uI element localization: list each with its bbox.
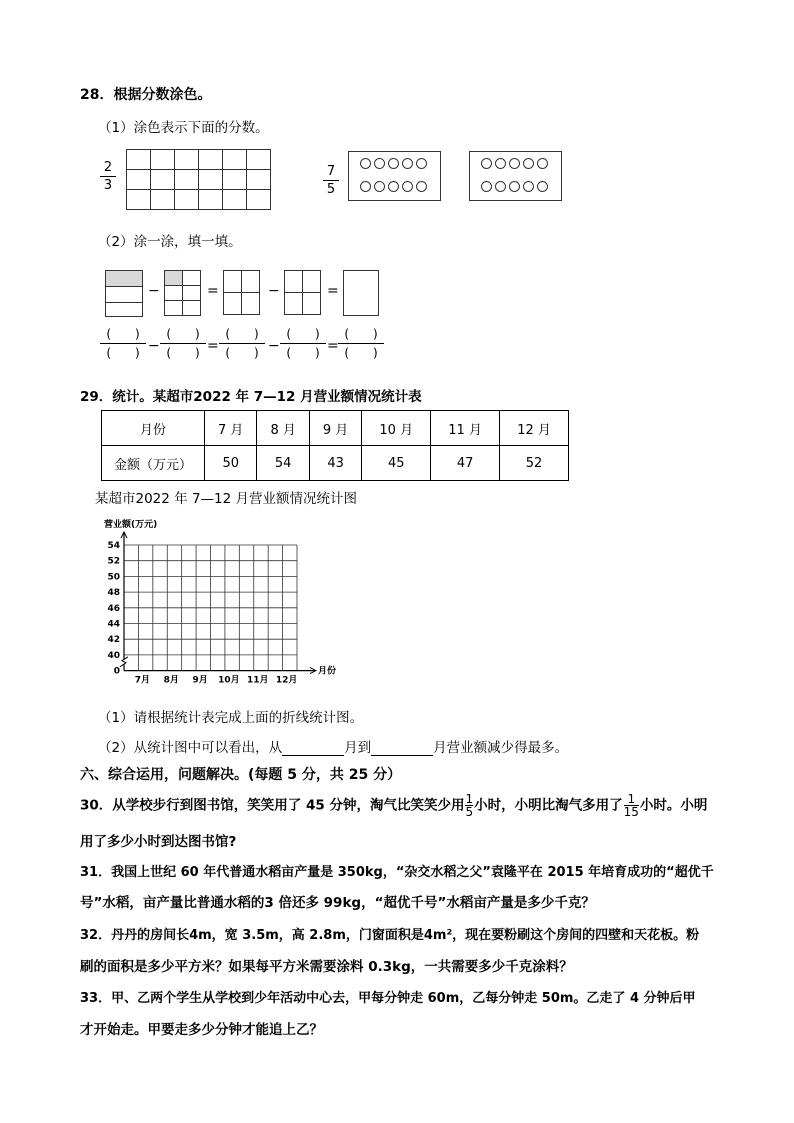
q29-sub2: （2）从统计图中可以看出，从 月到 月营业额减少得最多。	[98, 740, 569, 756]
op-equals-1: =	[207, 283, 219, 299]
x-tick-label: 9月	[192, 675, 208, 686]
circle-2-5[interactable]	[537, 158, 548, 169]
row-header-month: 月份	[102, 411, 205, 446]
circle-2-6[interactable]	[481, 181, 492, 192]
fraction-2-3: 2 3	[100, 160, 116, 193]
circle-2-1[interactable]	[481, 158, 492, 169]
circle-1-2[interactable]	[374, 158, 385, 169]
y-tick-label: 0	[113, 666, 120, 677]
month-cell: 10 月	[362, 411, 431, 446]
month-cell: 9 月	[309, 411, 361, 446]
row-header-amount: 金额（万元）	[102, 446, 205, 481]
section6-title: 六、综合运用，问题解决。(每题 5 分，共 25 分）	[80, 767, 402, 783]
q30-line1: 30．从学校步行到图书馆，笑笑用了 45 分钟，淘气比笑笑少用 $\frac{1}{5}$ 小时，小明比淘气多用了 $\frac{1}{15}$ 小时。小明	[80, 792, 708, 819]
op-minus-3: −	[148, 338, 160, 354]
amount-cell: 50	[205, 446, 257, 481]
table-row	[102, 411, 569, 446]
shape-1-rect[interactable]	[105, 270, 143, 317]
shape-3-grid[interactable]	[223, 270, 260, 315]
y-tick-label: 50	[107, 572, 120, 583]
amount-cell: 43	[309, 446, 361, 481]
op-equals-2: =	[327, 283, 339, 299]
x-axis-label: 月份	[318, 666, 337, 677]
month-cell: 7 月	[205, 411, 257, 446]
x-tick-label: 7月	[134, 675, 151, 686]
shape-2-grid[interactable]	[164, 270, 201, 316]
sales-table	[101, 410, 569, 481]
blank-frac-3[interactable]: ( ) ( )	[219, 327, 265, 360]
circle-2-4[interactable]	[523, 158, 534, 169]
circle-2-9[interactable]	[523, 181, 534, 192]
y-tick-label: 44	[107, 619, 120, 630]
circle-1-7[interactable]	[374, 181, 385, 192]
month-cell: 12 月	[500, 411, 569, 446]
x-tick-label: 11月	[246, 675, 269, 686]
line-chart[interactable]	[100, 515, 350, 690]
circle-1-1[interactable]	[360, 158, 371, 169]
amount-cell: 47	[431, 446, 500, 481]
circle-2-3[interactable]	[509, 158, 520, 169]
grid-6x3[interactable]	[126, 149, 271, 210]
answer-blank-1[interactable]	[282, 741, 344, 756]
circle-2-8[interactable]	[509, 181, 520, 192]
blank-frac-4[interactable]: ( ) ( )	[280, 327, 326, 360]
chart-title: 某超市2022 年 7—12 月营业额情况统计图	[95, 491, 357, 507]
circle-1-4[interactable]	[402, 158, 413, 169]
fraction-7-5: 7 5	[323, 164, 339, 197]
y-tick-label: 42	[107, 635, 120, 646]
blank-frac-1[interactable]: ( ) ( )	[100, 327, 146, 360]
q28-sub2: （2）涂一涂，填一填。	[98, 234, 242, 250]
circle-2-2[interactable]	[495, 158, 506, 169]
circle-1-8[interactable]	[388, 181, 399, 192]
y-tick-label: 54	[107, 541, 120, 551]
q31-line2: 号”水稻，亩产量比普通水稻的3 倍还多 99kg，“超优千号”水稻亩产量是多少千克？	[80, 895, 595, 911]
q28-sub1: （1）涂色表示下面的分数。	[98, 120, 269, 136]
q29-title: 29．统计。某超市2022 年 7—12 月营业额情况统计表	[80, 389, 422, 405]
blank-frac-5[interactable]: ( ) ( )	[338, 327, 384, 360]
amount-cell: 52	[500, 446, 569, 481]
answer-blank-2[interactable]	[371, 741, 433, 756]
q30-line2: 用了多少小时到达图书馆?	[80, 834, 237, 850]
fraction-1-5: $\frac{1}{5}$	[465, 792, 474, 819]
amount-cell: 54	[257, 446, 309, 481]
q28-title: 28．根据分数涂色。	[80, 87, 212, 103]
fraction-1-15: $\frac{1}{15}$	[623, 792, 639, 819]
q32-line2: 刷的面积是多少平方米？如果每平方米需要涂料 0.3kg，一共需要多少千克涂料？	[80, 959, 573, 975]
circle-1-5[interactable]	[416, 158, 427, 169]
x-tick-label: 10月	[218, 675, 240, 686]
circle-1-3[interactable]	[388, 158, 399, 169]
circle-2-7[interactable]	[495, 181, 506, 192]
y-tick-label: 48	[107, 588, 120, 599]
y-tick-label: 52	[107, 556, 120, 567]
y-tick-label: 46	[107, 603, 120, 614]
q32-line1: 32．丹丹的房间长4m，宽 3.5m，高 2.8m，门窗面积是4m²，现在要粉刷这个房间的四壁和天花板。粉	[80, 928, 700, 943]
op-minus-4: −	[268, 338, 280, 354]
table-row	[102, 446, 569, 481]
shape-4-grid[interactable]	[284, 270, 321, 315]
amount-cell: 45	[362, 446, 431, 481]
x-tick-label: 8月	[163, 675, 179, 686]
circle-1-6[interactable]	[360, 181, 371, 192]
month-cell: 11 月	[431, 411, 500, 446]
op-minus-2: −	[268, 283, 280, 299]
q31-line1: 31．我国上世纪 60 年代普通水稻亩产量是 350kg，“杂交水稻之父”袁隆平在 2015 年培育成功的“超优千	[80, 865, 714, 880]
q29-sub1: （1）请根据统计表完成上面的折线统计图。	[98, 710, 364, 726]
q33-line2: 才开始走。甲要走多少分钟才能追上乙？	[80, 1022, 323, 1038]
op-equals-4: =	[327, 338, 339, 354]
circle-2-10[interactable]	[537, 181, 548, 192]
op-minus-1: −	[148, 283, 160, 299]
month-cell: 8 月	[257, 411, 309, 446]
circle-1-9[interactable]	[402, 181, 413, 192]
blank-frac-2[interactable]: ( ) ( )	[160, 327, 206, 360]
x-tick-label: 12月	[275, 675, 298, 686]
y-tick-label: 40	[107, 650, 120, 661]
q33-line1: 33．甲、乙两个学生从学校到少年活动中心去，甲每分钟走 60m，乙每分钟走 50m。乙走了 4 分钟后甲	[80, 991, 696, 1006]
circle-1-10[interactable]	[416, 181, 427, 192]
shape-5-rect[interactable]	[343, 270, 379, 316]
op-equals-3: =	[207, 338, 219, 354]
y-axis-label: 营业额(万元)	[104, 520, 158, 530]
